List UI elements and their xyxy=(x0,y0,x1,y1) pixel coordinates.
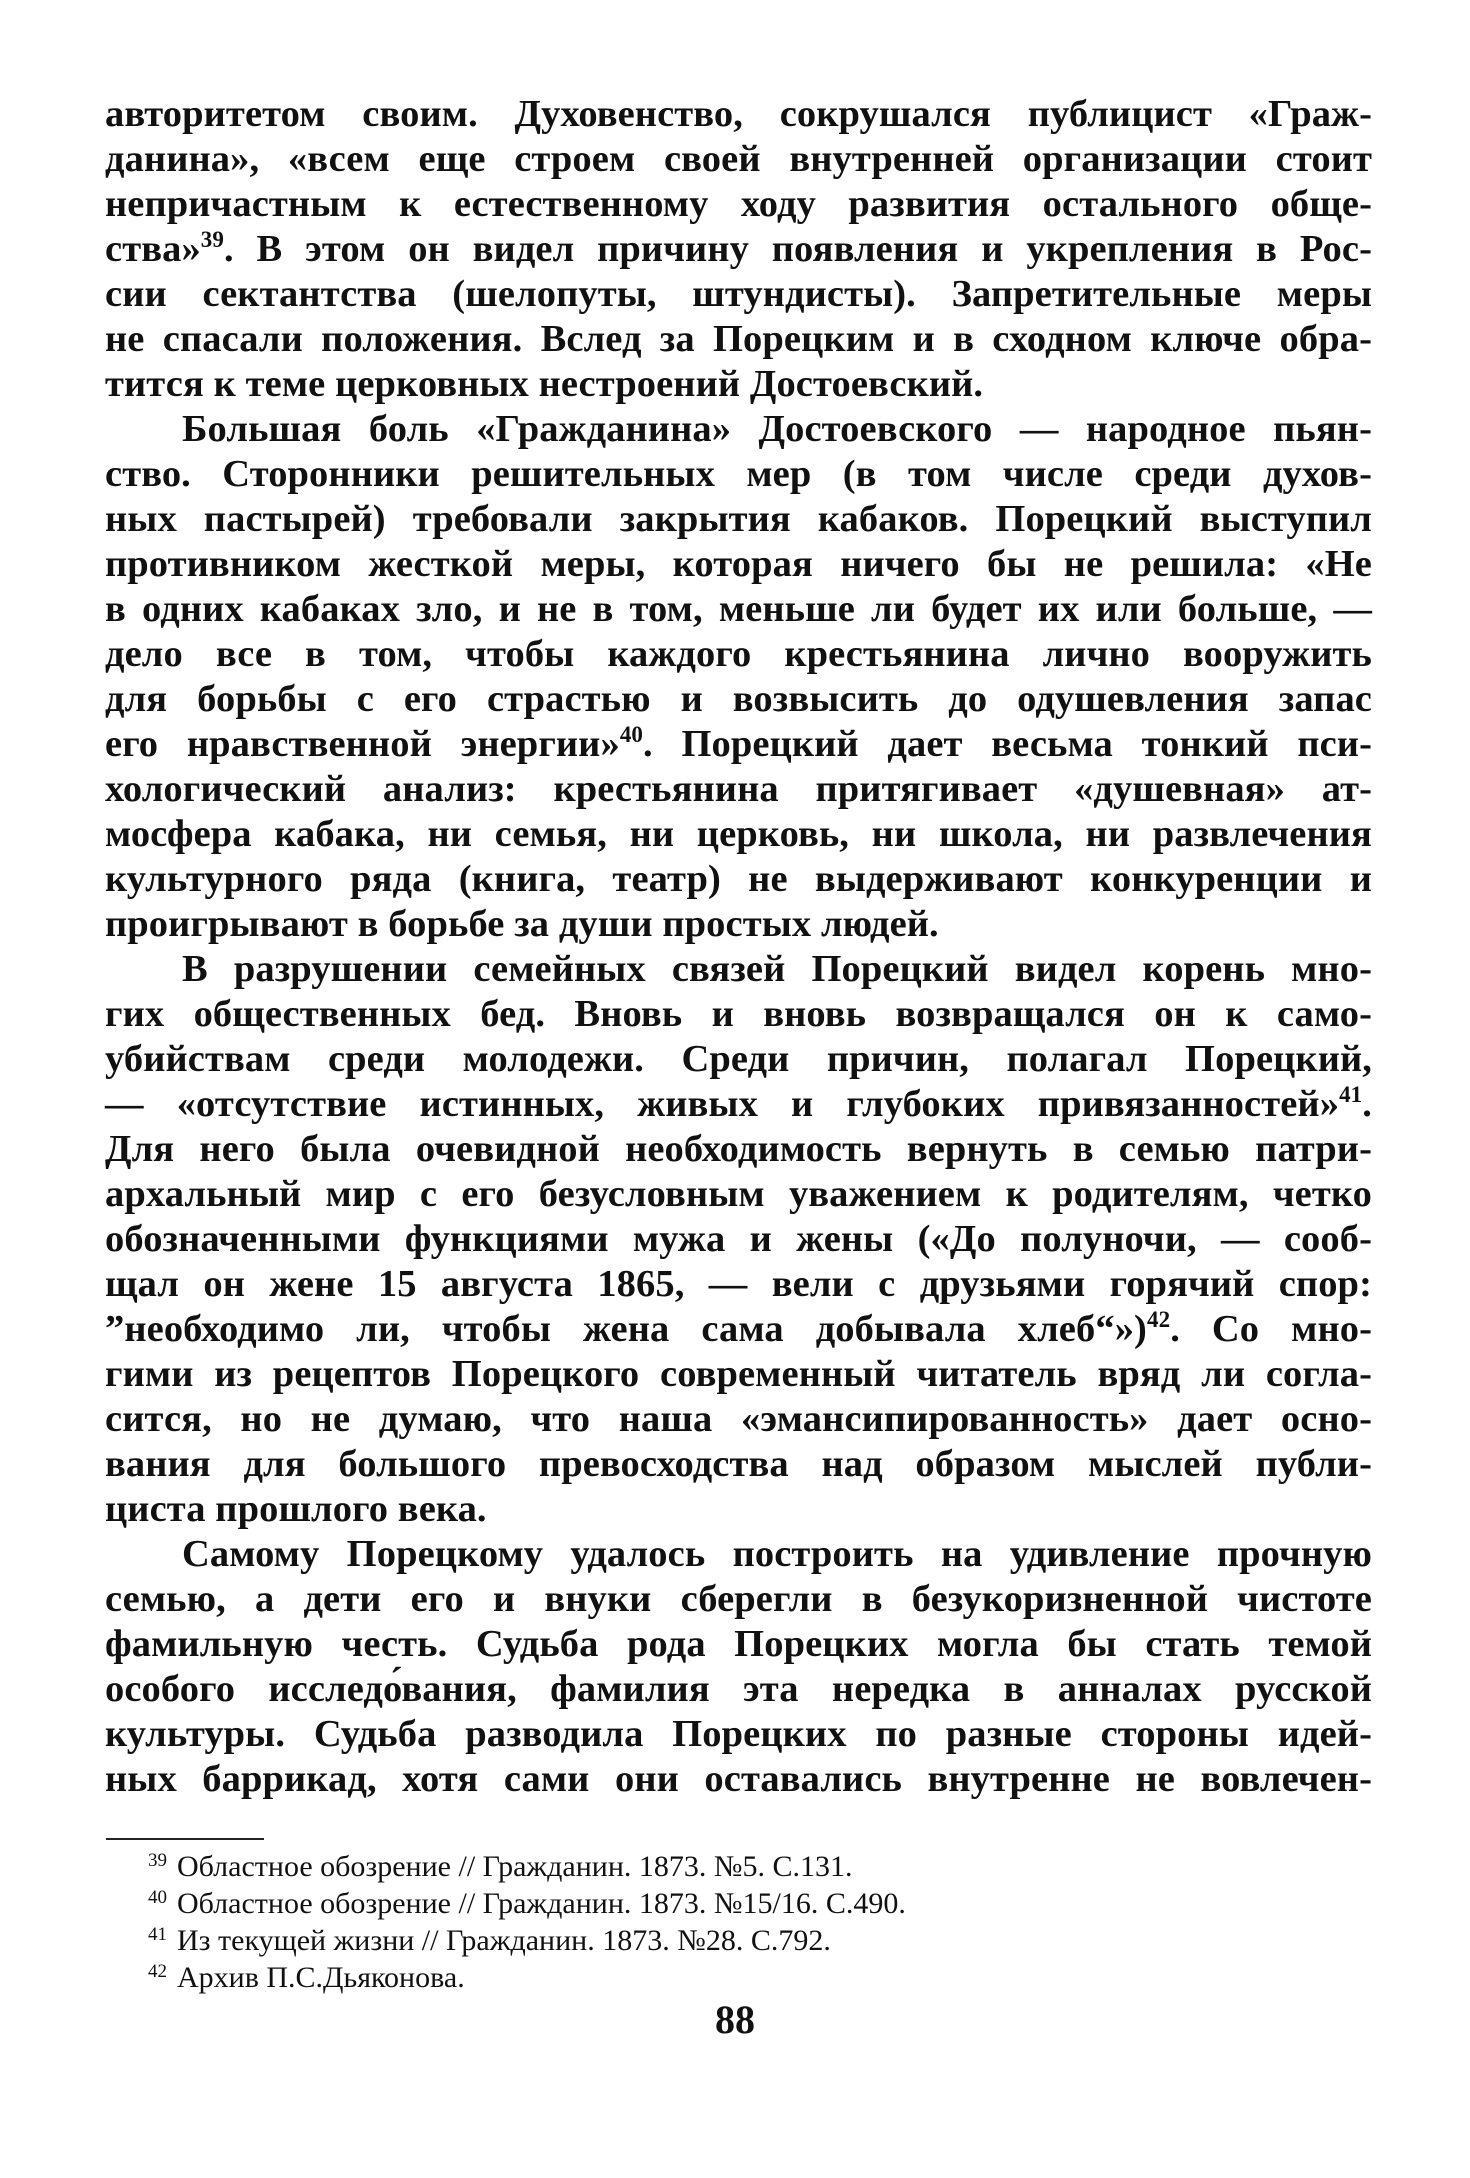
line-text: циста прошлого века. xyxy=(105,1488,487,1530)
text-line xyxy=(105,1757,1372,1802)
footnote-text: Архив П.С.Дьяконова. xyxy=(177,1961,465,1994)
footnote-number: 41 xyxy=(148,1924,167,1945)
line-text: дело все в том, чтобы каждого крестьянина лично вооружить xyxy=(105,633,1372,675)
line-text: — «отсутствие истинных, живых и глубоких привязанностей» xyxy=(105,1083,1340,1125)
text-line xyxy=(105,317,1372,362)
line-text: В разрушении семейных связей Порецкий видел корень мно- xyxy=(182,948,1372,990)
line-text: Для него была очевидной необходимость вернуть в семью патри- xyxy=(105,1128,1372,1170)
line-text-continued: . Со мно- xyxy=(1170,1308,1372,1350)
line-text: ство. Сторонники решительных мер (в том числе среди духов- xyxy=(105,453,1372,495)
line-text: обозначенными функциями мужа и жены («До полуночи, — сооб- xyxy=(105,1218,1372,1260)
line-text: данина», «всем еще строем своей внутренней организации стоит xyxy=(105,138,1372,180)
text-line xyxy=(105,362,1372,407)
footnote xyxy=(148,1885,1248,1922)
line-text: щал он жене 15 августа 1865, — вели с друзьями горячий спор: xyxy=(105,1263,1372,1305)
footnote-number: 42 xyxy=(148,1961,167,1982)
footnote xyxy=(148,1848,1248,1885)
main-text xyxy=(105,92,1372,1802)
text-line xyxy=(105,1352,1372,1397)
text-line xyxy=(105,452,1372,497)
text-line xyxy=(105,497,1372,542)
line-text: ных баррикад, хотя сами они оставались внутренне не вовлечен- xyxy=(105,1758,1372,1800)
text-line xyxy=(105,227,1372,272)
line-text: убийствам среди молодежи. Среди причин, полагал Порецкий, xyxy=(105,1038,1372,1080)
text-line xyxy=(105,92,1372,137)
footnote xyxy=(148,1922,1248,1959)
footnote xyxy=(148,1959,1248,1996)
line-text-continued: . В этом он видел причину появления и укрепления в Рос- xyxy=(224,228,1372,270)
line-text: культуры. Судьба разводила Порецких по разные стороны идей- xyxy=(105,1713,1372,1755)
page-number: 88 xyxy=(715,1997,755,2042)
text-line xyxy=(105,632,1372,677)
text-line xyxy=(105,1082,1372,1127)
paragraph xyxy=(105,407,1372,947)
line-text: его нравственной энергии» xyxy=(105,723,620,765)
line-text: вания для большого превосходства над образом мыслей публи- xyxy=(105,1443,1372,1485)
text-line xyxy=(105,1037,1372,1082)
text-line xyxy=(105,1712,1372,1757)
line-text: ства» xyxy=(105,228,201,270)
line-text: непричастным к естественному ходу развития остального обще- xyxy=(105,183,1372,225)
text-line xyxy=(105,992,1372,1037)
text-line xyxy=(105,1307,1372,1352)
line-text: Самому Порецкому удалось построить на удивление прочную xyxy=(182,1533,1372,1575)
line-text: не спасали положения. Вслед за Порецким и в сходном ключе обра- xyxy=(105,318,1372,360)
line-text: сии сектантства (шелопуты, штундисты). Запретительные меры xyxy=(105,273,1372,315)
line-text: гих общественных бед. Вновь и вновь возвращался он к само- xyxy=(105,993,1372,1035)
text-line xyxy=(105,1487,1372,1532)
footnote-text: Из текущей жизни // Гражданин. 1873. №28. С.792. xyxy=(177,1924,831,1957)
text-line xyxy=(105,1532,1372,1577)
footnote-ref: 42 xyxy=(1146,1307,1171,1332)
paragraph xyxy=(105,947,1372,1532)
text-line xyxy=(105,902,1372,947)
line-text: гими из рецептов Порецкого современный читатель вряд ли согла- xyxy=(105,1353,1372,1395)
line-text: мосфера кабака, ни семья, ни церковь, ни школа, ни развлечения xyxy=(105,813,1372,855)
line-text: семью, а дети его и внуки сберегли в безукоризненной чистоте xyxy=(105,1578,1372,1620)
line-text: в одних кабаках зло, и не в том, меньше ли будет их или больше, — xyxy=(105,588,1372,630)
footnote-ref: 39 xyxy=(200,227,224,252)
footnote-text: Областное обозрение // Гражданин. 1873. №5. С.131. xyxy=(177,1850,853,1883)
footnote-text: Областное обозрение // Гражданин. 1873. №15/16. С.490. xyxy=(177,1887,906,1920)
line-text: Большая боль «Гражданина» Достоевского — народное пьян- xyxy=(182,408,1372,450)
text-line xyxy=(105,1262,1372,1307)
text-line xyxy=(105,407,1372,452)
text-line xyxy=(105,182,1372,227)
line-text: культурного ряда (книга, театр) не выдерживают конкуренции и xyxy=(105,858,1372,900)
text-line xyxy=(105,1217,1372,1262)
paragraph xyxy=(105,92,1372,407)
line-text: фамильную честь. Судьба рода Порецких могла бы стать темой xyxy=(105,1623,1372,1665)
line-text: хологический анализ: крестьянина притягивает «душевная» ат- xyxy=(105,768,1372,810)
text-line xyxy=(105,1172,1372,1217)
line-text: проигрывают в борьбе за души простых людей. xyxy=(105,903,939,945)
text-line xyxy=(105,1442,1372,1487)
line-text: противником жесткой меры, которая ничего бы не решила: «Не xyxy=(105,543,1372,585)
line-text: для борьбы с его страстью и возвысить до одушевления запас xyxy=(105,678,1372,720)
text-line xyxy=(105,722,1372,767)
text-line xyxy=(105,677,1372,722)
text-line xyxy=(105,1622,1372,1667)
text-line xyxy=(105,947,1372,992)
text-line xyxy=(105,1397,1372,1442)
line-text: ”необходимо ли, чтобы жена сама добывала хлеб“») xyxy=(105,1308,1147,1350)
text-line xyxy=(105,1127,1372,1172)
line-text: сится, но не думаю, что наша «эмансипированность» дает осно- xyxy=(105,1398,1372,1440)
text-line xyxy=(105,1577,1372,1622)
line-text-continued: . Порецкий дает весьма тонкий пси- xyxy=(643,723,1372,765)
text-line xyxy=(105,542,1372,587)
text-line xyxy=(105,767,1372,812)
footnote-number: 40 xyxy=(148,1887,167,1908)
line-text: ных пастырей) требовали закрытия кабаков. Порецкий выступил xyxy=(105,498,1372,540)
line-text-continued: . xyxy=(1362,1083,1372,1125)
line-text: архальный мир с его безусловным уважением к родителям, четко xyxy=(105,1173,1372,1215)
line-text: авторитетом своим. Духовенство, сокрушался публицист «Граж- xyxy=(105,93,1372,135)
text-line xyxy=(105,587,1372,632)
text-line xyxy=(105,1667,1372,1712)
line-text: тится к теме церковных нестроений Достоевский. xyxy=(105,363,984,405)
footnote-ref: 40 xyxy=(619,722,644,747)
footnote-ref: 41 xyxy=(1339,1082,1363,1107)
footnotes xyxy=(148,1848,1248,1996)
line-text: особого исследо́вания, фамилия эта нередка в анналах русской xyxy=(105,1668,1372,1710)
footnote-divider xyxy=(106,1838,264,1840)
text-line xyxy=(105,272,1372,317)
paragraph xyxy=(105,1532,1372,1802)
text-line xyxy=(105,857,1372,902)
text-line xyxy=(105,137,1372,182)
text-line xyxy=(105,812,1372,857)
footnote-number: 39 xyxy=(148,1850,167,1871)
